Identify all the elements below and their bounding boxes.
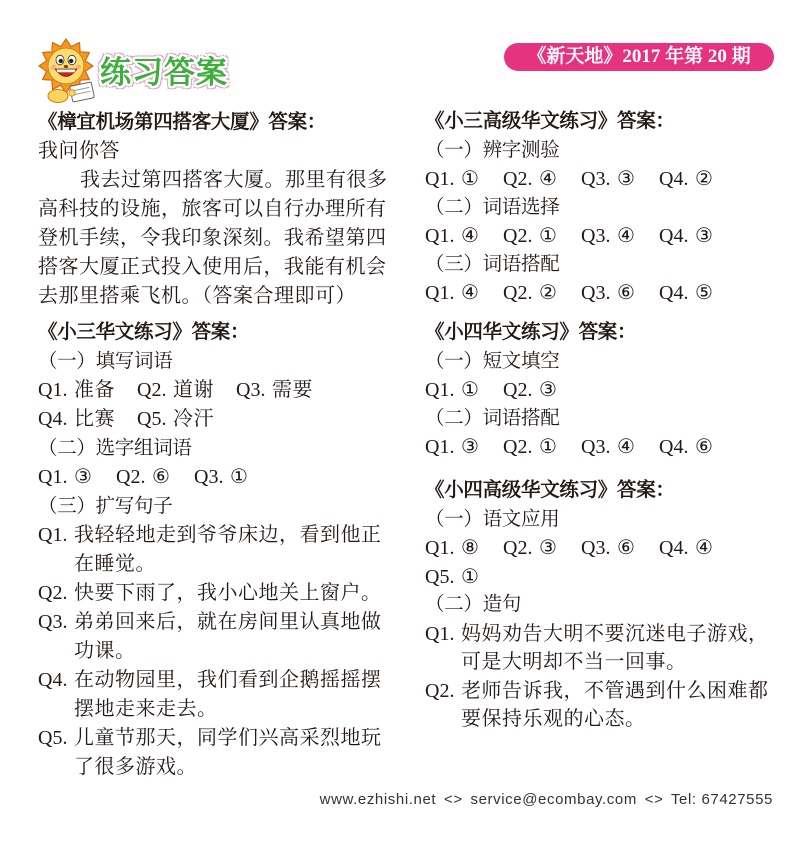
part-label: （一）短文填空 [425,350,560,372]
answer-line: 搭客大厦正式投入使用后，我能有机会 [38,256,387,278]
question-number: Q3. [581,436,611,458]
answer-row [38,463,398,492]
question-number: Q3. [38,611,68,633]
question-number: Q2. [425,679,455,702]
answer-value: ⑥ [152,466,171,488]
question-number: Q1. [425,379,455,401]
part-label: （一）辨字测验 [425,139,560,161]
part-label: （一）语文应用 [425,508,560,530]
question-number: Q1. [425,168,455,190]
issue-badge-text: 《新天地》2017 年第 20 期 [527,46,751,67]
separator: <> [444,791,463,808]
answer-row [38,376,398,405]
p3-higher-chinese-answers [425,108,785,308]
task-label: 我问你答 [38,140,120,162]
answer-text-continued: 在睡觉。 [74,553,156,575]
p3-chinese-answers [38,318,398,782]
answer-value: ① [539,225,558,247]
sentence-answer [38,579,398,608]
answer-value: ③ [539,379,558,401]
answer-value: ③ [617,168,636,190]
question-number: Q1. [38,466,68,488]
answer-value: ⑥ [617,282,636,304]
question-number: Q4. [659,168,689,190]
question-number: Q3. [581,282,611,304]
section-title: 《小四华文练习》答案： [425,322,637,343]
answer-text: 快要下雨了，我小心地关上窗户。 [74,582,382,604]
answer-text-continued: 功课。 [74,640,136,662]
part-label: （二）词语选择 [425,196,560,218]
section-title: 《小三高级华文练习》答案： [425,111,675,132]
answer-row [425,376,785,405]
page-title: 练习答案 [100,55,228,91]
part-label: （二）词语搭配 [425,407,560,429]
sentence-answer [38,608,398,637]
right-column [425,108,785,734]
question-number: Q2. [503,168,533,190]
question-number: Q2. [38,582,68,604]
answer-item [659,279,715,308]
question-number: Q2. [503,379,533,401]
answer-value: ③ [539,537,558,559]
answer-item [137,376,214,405]
question-number: Q1. [425,537,455,559]
answer-value: 需要 [272,379,313,401]
answer-value: ④ [539,168,558,190]
answer-row [425,222,785,251]
answer-text: 弟弟回来后，就在房间里认真地做 [74,611,382,633]
part-label: （一）填写词语 [38,351,173,372]
answer-item [425,433,481,462]
answer-item [137,405,214,434]
answer-value: ④ [461,282,480,304]
answer-value: 准备 [74,379,115,401]
answer-item [581,433,637,462]
sentence-answer [425,620,785,649]
answer-value: 冷汗 [173,408,214,430]
issue-badge [504,43,774,71]
answer-text-continued: 可是大明却不当一回事。 [461,651,687,673]
answer-item [425,222,481,251]
answer-value: ② [695,168,714,190]
answer-row [425,279,785,308]
answer-text: 老师告诉我，不管遇到什么困难都 [461,679,769,702]
answer-item [503,279,559,308]
answer-item [659,165,715,194]
sentence-answer [38,521,398,550]
part-label: （三）扩写句子 [38,496,173,517]
question-number: Q4. [659,225,689,247]
answer-value: ① [461,565,480,588]
answer-row [425,563,785,592]
answer-value: ③ [461,436,480,458]
answer-item [581,534,637,563]
question-number: Q2. [137,379,167,401]
section-title: 《樟宜机场第四搭客大厦》答案： [38,112,327,133]
answer-value: ① [539,436,558,458]
answer-item [581,222,637,251]
question-number: Q1. [38,524,68,546]
left-column [38,108,398,782]
phone-number: Tel: 67427555 [670,791,773,808]
p4-higher-chinese-answers [425,477,785,734]
answer-text-continued: 要保持乐观的心态。 [461,708,646,730]
section-title: 《小四高级华文练习》答案： [425,480,675,501]
question-number: Q5. [425,565,455,588]
question-number: Q2. [503,537,533,559]
sentence-answer [38,724,398,753]
answer-item [659,222,715,251]
part-label: （二）选字组词语 [38,438,192,459]
answer-item [503,222,559,251]
answer-value: ⑧ [461,537,480,559]
answer-value: ④ [617,436,636,458]
answer-value: ⑤ [695,282,714,304]
answer-item [38,376,115,405]
answer-item [581,279,637,308]
answer-line: 去那里搭乘飞机。（答案合理即可） [38,285,356,307]
p4-chinese-answers [425,319,785,462]
question-number: Q1. [425,282,455,304]
lion-mascot-icon [36,36,100,104]
question-number: Q4. [38,408,68,430]
answer-line: 我去过第四搭客大厦。那里有很多 [80,169,388,191]
question-number: Q3. [581,225,611,247]
answer-item [581,165,637,194]
question-number: Q4. [659,436,689,458]
separator: <> [644,791,664,808]
answer-item [236,376,313,405]
answer-item [425,279,481,308]
question-number: Q2. [116,466,146,488]
question-number: Q1. [425,622,455,645]
answer-value: ④ [461,225,480,247]
answer-value: 道谢 [173,379,214,401]
answer-item [503,165,559,194]
answer-text: 妈妈劝告大明不要沉迷电子游戏， [461,622,769,645]
answer-item [503,376,559,405]
changi-airport-answers [38,108,398,311]
answer-item [425,165,481,194]
answer-text: 我轻轻地走到爷爷床边，看到他正 [74,524,382,546]
question-number: Q3. [236,379,266,401]
answer-line: 高科技的设施，旅客可以自行办理所有 [38,198,387,220]
answer-row [425,433,785,462]
answer-item [425,534,481,563]
answer-item [503,534,559,563]
answer-item [425,563,481,592]
answer-value: ⑥ [617,537,636,559]
sentence-answer [425,677,785,706]
footer-contact [320,790,773,810]
question-number: Q4. [38,669,68,691]
answer-item [659,433,715,462]
question-number: Q1. [425,436,455,458]
answer-item [503,433,559,462]
answer-line: 登机手续，令我印象深刻。我希望第四 [38,227,387,249]
answer-value: ③ [695,225,714,247]
answer-value: ⑥ [695,436,714,458]
answer-value: ① [461,168,480,190]
question-number: Q3. [581,168,611,190]
answer-row [38,405,398,434]
answer-item [194,463,250,492]
question-number: Q5. [137,408,167,430]
answer-text-continued: 了很多游戏。 [74,756,197,778]
part-label: （三）词语搭配 [425,253,560,275]
answer-item [116,463,172,492]
sentence-answer [38,666,398,695]
answer-item [38,463,94,492]
answer-text: 儿童节那天，同学们兴高采烈地玩 [74,727,382,749]
website-text: www.ezhishi.net [319,791,437,808]
question-number: Q4. [659,537,689,559]
answer-item [38,405,115,434]
question-number: Q3. [194,466,224,488]
question-number: Q3. [581,537,611,559]
question-number: Q1. [425,225,455,247]
answer-value: ① [230,466,249,488]
answer-item [425,376,481,405]
answer-text-continued: 摆地走来走去。 [74,698,218,720]
part-label: （二）造句 [425,594,522,615]
answer-value: ① [461,379,480,401]
answer-item [659,534,715,563]
answer-value: ③ [74,466,93,488]
section-title: 《小三华文练习》答案： [38,322,250,343]
answer-row [425,165,785,194]
answer-value: ④ [617,225,636,247]
answer-row [425,534,785,563]
answer-value: 比赛 [74,408,115,430]
question-number: Q4. [659,282,689,304]
question-number: Q1. [38,379,68,401]
question-number: Q2. [503,436,533,458]
question-number: Q2. [503,282,533,304]
answer-text: 在动物园里，我们看到企鹅摇摇摆 [74,669,382,691]
question-number: Q2. [503,225,533,247]
answer-value: ② [539,282,558,304]
email-text: service@ecombay.com [470,791,637,808]
question-number: Q5. [38,727,68,749]
answer-value: ④ [695,537,714,559]
